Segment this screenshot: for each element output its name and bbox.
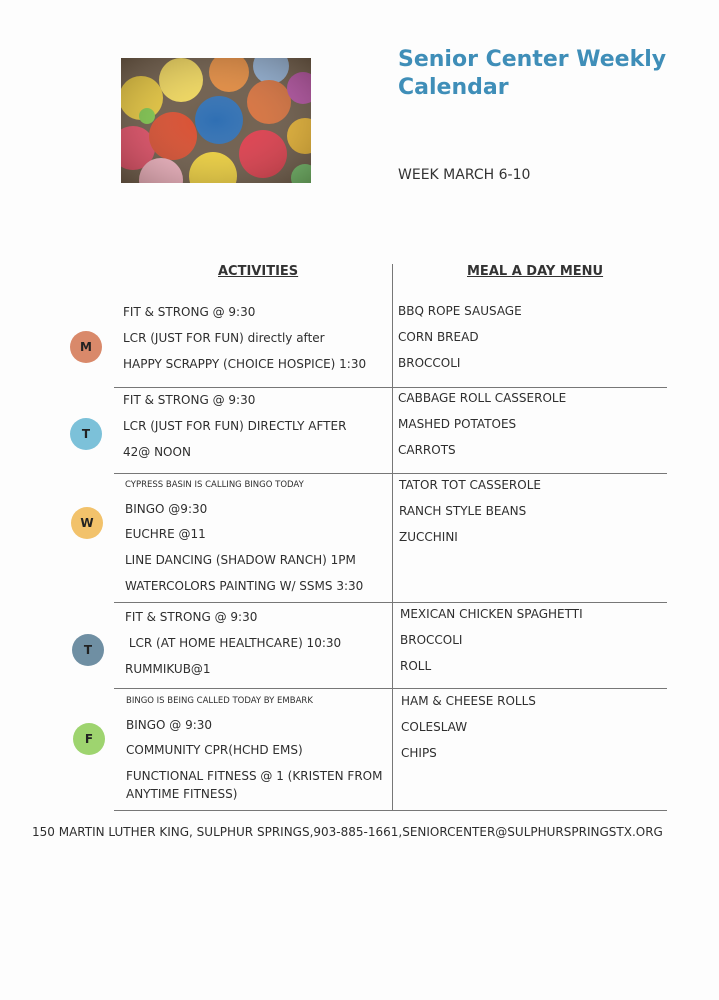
day-letter: W [80,516,94,530]
page-title: Senior Center Weekly Calendar [398,47,667,100]
activity-item: LINE DANCING (SHADOW RANCH) 1PM [125,553,356,567]
day-circle-friday [73,723,105,755]
menu-item: BBQ ROPE SAUSAGE [398,304,522,318]
activities-heading: ACTIVITIES [218,264,299,279]
menu-heading: MEAL A DAY MENU [467,264,604,279]
activity-item: LCR (AT HOME HEALTHCARE) 10:30 [125,636,342,650]
menu-item: BROCCOLI [398,356,461,370]
day-note: CYPRESS BASIN IS CALLING BINGO TODAY [125,480,304,490]
menu-item: CABBAGE ROLL CASSEROLE [398,391,567,405]
menu-item: ROLL [400,659,432,673]
day-note: BINGO IS BEING CALLED TODAY BY EMBARK [126,696,313,706]
row-divider [114,688,667,689]
activity-item: 42@ NOON [123,445,191,459]
day-circle-tuesday [70,418,102,450]
row-divider [114,602,667,603]
activity-item: LCR (JUST FOR FUN) directly after [123,331,325,345]
activity-item: RUMMIKUB@1 [125,662,211,676]
day-circle-thursday [72,634,104,666]
activity-item: FUNCTIONAL FITNESS @ 1 (KRISTEN FROM ANYTIME FITNESS) [126,769,383,801]
activity-item: BINGO @9:30 [125,502,208,516]
menu-item: COLESLAW [401,720,468,734]
row-divider [114,473,667,474]
activity-item: WATERCOLORS PAINTING W/ SSMS 3:30 [125,579,364,593]
day-letter: T [83,643,93,657]
menu-item: MEXICAN CHICKEN SPAGHETTI [400,607,583,621]
watercolor-palette-photo [121,58,311,183]
menu-item: CARROTS [398,443,456,457]
week-label: WEEK MARCH 6-10 [398,167,531,183]
menu-item: CHIPS [401,746,437,760]
activity-item: FIT & STRONG @ 9:30 [125,610,258,624]
menu-item: ZUCCHINI [399,530,458,544]
activity-item: FIT & STRONG @ 9:30 [123,393,256,407]
activity-item: LCR (JUST FOR FUN) DIRECTLY AFTER [123,419,347,433]
day-letter: F [84,732,94,746]
row-divider [114,810,667,811]
activity-item: BINGO @ 9:30 [126,718,213,732]
activity-item: COMMUNITY CPR(HCHD EMS) [126,743,303,757]
activity-item: EUCHRE @11 [125,527,206,541]
menu-item: RANCH STYLE BEANS [399,504,527,518]
row-divider [114,387,667,388]
menu-item: TATOR TOT CASSEROLE [399,478,541,492]
day-circle-monday [70,331,102,363]
day-letter: M [80,340,92,354]
menu-item: HAM & CHEESE ROLLS [401,694,536,708]
activity-item: FIT & STRONG @ 9:30 [123,305,256,319]
menu-item: BROCCOLI [400,633,463,647]
column-divider [392,264,393,811]
menu-item: MASHED POTATOES [398,417,517,431]
day-letter: T [81,427,91,441]
menu-item: CORN BREAD [398,330,479,344]
day-circle-wednesday [71,507,103,539]
activity-item: HAPPY SCRAPPY (CHOICE HOSPICE) 1:30 [123,357,367,371]
contact-footer: 150 MARTIN LUTHER KING, SULPHUR SPRINGS,903-885-1661,SENIORCENTER@SULPHURSPRINGSTX.ORG [32,825,663,839]
